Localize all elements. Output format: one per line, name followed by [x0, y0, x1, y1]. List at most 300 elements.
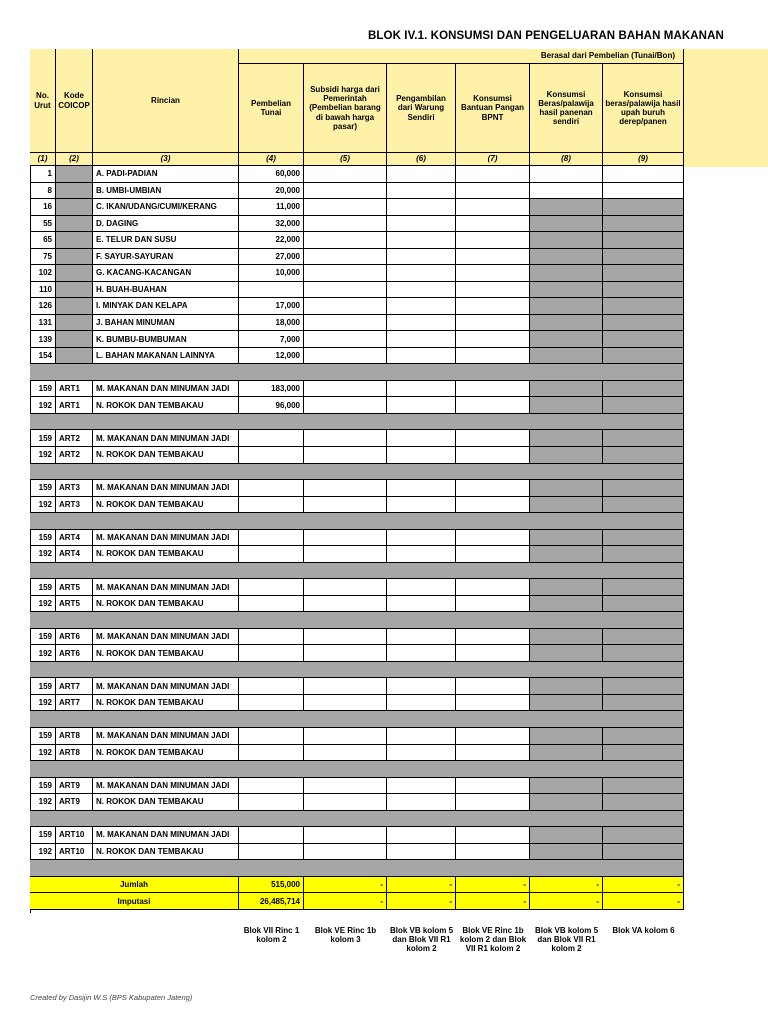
note-col-4: Blok VII Rinc 1 kolom 2 [243, 926, 300, 945]
cell-col-9 [603, 348, 684, 365]
cell-col-5 [304, 249, 387, 266]
header-num-6: (6) [387, 153, 456, 166]
cell-col-9 [603, 844, 684, 861]
cell-col-8 [530, 298, 603, 315]
cell-no-urut: 159 [30, 678, 56, 695]
cell-col-7 [456, 232, 530, 249]
cell-col-9 [603, 645, 684, 662]
cell-col-9 [603, 282, 684, 299]
cell-no-urut: 139 [30, 331, 56, 348]
cell-rincian: M. MAKANAN DAN MINUMAN JADI [93, 827, 239, 844]
total-col-6: - [387, 893, 456, 910]
cell-col-7 [456, 447, 530, 464]
cell-col-7 [456, 497, 530, 514]
cell-col-7 [456, 348, 530, 365]
cell-pembelian-tunai: 18,000 [239, 315, 304, 332]
cell-col-7 [456, 695, 530, 712]
cell-rincian: N. ROKOK DAN TEMBAKAU [93, 645, 239, 662]
header-num-5: (5) [304, 153, 387, 166]
cell-pembelian-tunai: 32,000 [239, 216, 304, 233]
header-col-8: Konsumsi Beras/palawija hasil panenan sendiri [530, 64, 603, 153]
cell-col-8 [530, 397, 603, 414]
cell-col-8 [530, 166, 603, 183]
cell-col-6 [387, 596, 456, 613]
cell-no-urut: 126 [30, 298, 56, 315]
cell-pembelian-tunai [239, 430, 304, 447]
cell-kode: ART4 [56, 530, 93, 547]
cell-col-5 [304, 183, 387, 200]
cell-rincian: G. KACANG-KACANGAN [93, 265, 239, 282]
cell-kode [56, 348, 93, 365]
cell-kode [56, 315, 93, 332]
page-title: BLOK IV.1. KONSUMSI DAN PENGELUARAN BAHAN MAKANAN [368, 30, 724, 42]
spacer-row [30, 860, 684, 877]
cell-no-urut: 159 [30, 778, 56, 795]
note-col-6: Blok VB kolom 5 dan Blok VII R1 kolom 2 [389, 926, 454, 954]
cell-kode [56, 298, 93, 315]
cell-col-6 [387, 579, 456, 596]
cell-no-urut: 192 [30, 745, 56, 762]
header-col-6: Pengambilan dari Warung Sendiri [387, 64, 456, 153]
cell-col-5 [304, 645, 387, 662]
cell-col-5 [304, 827, 387, 844]
cell-col-9 [603, 166, 684, 183]
cell-col-5 [304, 331, 387, 348]
total-col-8: - [530, 893, 603, 910]
cell-col-6 [387, 778, 456, 795]
cell-col-9 [603, 232, 684, 249]
cell-kode: ART1 [56, 381, 93, 398]
cell-col-8 [530, 315, 603, 332]
cell-col-8 [530, 579, 603, 596]
cell-no-urut: 192 [30, 645, 56, 662]
cell-no-urut: 159 [30, 530, 56, 547]
cell-col-7 [456, 794, 530, 811]
header-num-2: (2) [56, 153, 93, 166]
total-col-5: - [304, 893, 387, 910]
cell-kode: ART9 [56, 794, 93, 811]
cell-col-9 [603, 199, 684, 216]
cell-col-7 [456, 778, 530, 795]
cell-pembelian-tunai [239, 645, 304, 662]
cell-kode: ART5 [56, 596, 93, 613]
cell-kode: ART5 [56, 579, 93, 596]
spacer-row [30, 513, 684, 530]
cell-col-9 [603, 827, 684, 844]
cell-pembelian-tunai [239, 778, 304, 795]
cell-rincian: N. ROKOK DAN TEMBAKAU [93, 745, 239, 762]
cell-col-8 [530, 530, 603, 547]
cell-col-8 [530, 546, 603, 563]
total-col-6: - [387, 877, 456, 894]
cell-kode: ART10 [56, 844, 93, 861]
cell-rincian: N. ROKOK DAN TEMBAKAU [93, 447, 239, 464]
cell-col-9 [603, 480, 684, 497]
cell-col-8 [530, 794, 603, 811]
cell-col-5 [304, 497, 387, 514]
note-col-7: Blok VE Rinc 1b kolom 2 dan Blok VII R1 kolom 2 [459, 926, 527, 954]
cell-no-urut: 131 [30, 315, 56, 332]
cell-col-6 [387, 430, 456, 447]
cell-col-7 [456, 216, 530, 233]
cell-kode: ART7 [56, 678, 93, 695]
cell-col-6 [387, 844, 456, 861]
spacer-row [30, 563, 684, 580]
cell-col-6 [387, 497, 456, 514]
cell-kode: ART2 [56, 447, 93, 464]
cell-no-urut: 110 [30, 282, 56, 299]
cell-col-9 [603, 265, 684, 282]
cell-pembelian-tunai [239, 530, 304, 547]
cell-col-5 [304, 546, 387, 563]
cell-col-9 [603, 216, 684, 233]
cell-col-8 [530, 447, 603, 464]
cell-pembelian-tunai [239, 546, 304, 563]
cell-pembelian-tunai [239, 827, 304, 844]
header-col-9: Konsumsi beras/palawija hasil upah buruh derep/panen [603, 64, 684, 153]
cell-rincian: N. ROKOK DAN TEMBAKAU [93, 695, 239, 712]
cell-rincian: N. ROKOK DAN TEMBAKAU [93, 844, 239, 861]
total-col-9: - [603, 893, 684, 910]
cell-col-8 [530, 183, 603, 200]
spacer-row [30, 364, 684, 381]
cell-col-5 [304, 397, 387, 414]
cell-col-6 [387, 745, 456, 762]
header-col-4: Pembelian Tunai [239, 64, 304, 153]
cell-col-9 [603, 430, 684, 447]
cell-col-9 [603, 678, 684, 695]
cell-pembelian-tunai: 17,000 [239, 298, 304, 315]
cell-pembelian-tunai: 7,000 [239, 331, 304, 348]
cell-col-6 [387, 331, 456, 348]
spacer-row [30, 464, 684, 481]
cell-pembelian-tunai [239, 745, 304, 762]
header-col-5: Subsidi harga dari Pemerintah (Pembelian barang di bawah harga pasar) [304, 64, 387, 153]
cell-col-7 [456, 183, 530, 200]
spacer-row [30, 761, 684, 778]
cell-col-5 [304, 430, 387, 447]
note-col-5: Blok VE Rinc 1b kolom 3 [314, 926, 377, 945]
header-num-1: (1) [30, 153, 56, 166]
cell-rincian: I. MINYAK DAN KELAPA [93, 298, 239, 315]
cell-col-5 [304, 315, 387, 332]
cell-rincian: C. IKAN/UDANG/CUMI/KERANG [93, 199, 239, 216]
credit-line: Created by Dasijin W.S (BPS Kabupaten Jateng) [30, 993, 193, 1002]
cell-kode [56, 183, 93, 200]
cell-col-8 [530, 381, 603, 398]
cell-col-6 [387, 827, 456, 844]
cell-kode: ART1 [56, 397, 93, 414]
cell-rincian: M. MAKANAN DAN MINUMAN JADI [93, 530, 239, 547]
cell-col-7 [456, 844, 530, 861]
cell-pembelian-tunai [239, 579, 304, 596]
cell-col-9 [603, 331, 684, 348]
cell-rincian: M. MAKANAN DAN MINUMAN JADI [93, 480, 239, 497]
cell-rincian: A. PADI-PADIAN [93, 166, 239, 183]
cell-col-8 [530, 249, 603, 266]
cell-rincian: N. ROKOK DAN TEMBAKAU [93, 397, 239, 414]
cell-rincian: H. BUAH-BUAHAN [93, 282, 239, 299]
cell-col-8 [530, 232, 603, 249]
cell-rincian: J. BAHAN MINUMAN [93, 315, 239, 332]
cell-kode [56, 166, 93, 183]
cell-col-8 [530, 282, 603, 299]
cell-no-urut: 192 [30, 844, 56, 861]
cell-pembelian-tunai: 20,000 [239, 183, 304, 200]
cell-col-6 [387, 282, 456, 299]
cell-col-6 [387, 216, 456, 233]
cell-col-8 [530, 497, 603, 514]
cell-rincian: N. ROKOK DAN TEMBAKAU [93, 546, 239, 563]
cell-kode [56, 331, 93, 348]
header-num-7: (7) [456, 153, 530, 166]
cell-col-5 [304, 298, 387, 315]
total-label-imputasi: Imputasi [30, 893, 239, 910]
cell-no-urut: 159 [30, 480, 56, 497]
cell-col-7 [456, 645, 530, 662]
cell-col-9 [603, 183, 684, 200]
cell-col-8 [530, 844, 603, 861]
cell-col-8 [530, 348, 603, 365]
cell-col-6 [387, 183, 456, 200]
cell-col-9 [603, 249, 684, 266]
header-num-8: (8) [530, 153, 603, 166]
header-num-4: (4) [239, 153, 304, 166]
cell-col-8 [530, 778, 603, 795]
cell-col-8 [530, 265, 603, 282]
cell-rincian: M. MAKANAN DAN MINUMAN JADI [93, 728, 239, 745]
cell-col-6 [387, 678, 456, 695]
cell-col-5 [304, 629, 387, 646]
cell-kode [56, 282, 93, 299]
cell-col-7 [456, 745, 530, 762]
header-col-7: Konsumsi Bantuan Pangan BPNT [456, 64, 530, 153]
cell-pembelian-tunai: 11,000 [239, 199, 304, 216]
cell-pembelian-tunai [239, 678, 304, 695]
header-kode: Kode COICOP [56, 49, 93, 153]
cell-pembelian-tunai: 96,000 [239, 397, 304, 414]
cell-no-urut: 1 [30, 166, 56, 183]
cell-rincian: M. MAKANAN DAN MINUMAN JADI [93, 778, 239, 795]
cell-pembelian-tunai: 10,000 [239, 265, 304, 282]
cell-col-9 [603, 298, 684, 315]
total-tunai: 515,000 [239, 877, 304, 894]
cell-rincian: M. MAKANAN DAN MINUMAN JADI [93, 430, 239, 447]
cell-rincian: K. BUMBU-BUMBUMAN [93, 331, 239, 348]
cell-col-8 [530, 678, 603, 695]
cell-no-urut: 192 [30, 497, 56, 514]
cell-col-7 [456, 579, 530, 596]
cell-col-5 [304, 265, 387, 282]
cell-no-urut: 192 [30, 695, 56, 712]
cell-pembelian-tunai [239, 695, 304, 712]
cell-col-9 [603, 397, 684, 414]
cell-kode: ART3 [56, 497, 93, 514]
total-col-9: - [603, 877, 684, 894]
total-label-jumlah: Jumlah [30, 877, 239, 894]
cell-col-9 [603, 778, 684, 795]
cell-col-7 [456, 265, 530, 282]
cell-no-urut: 159 [30, 381, 56, 398]
cell-col-8 [530, 695, 603, 712]
cell-no-urut: 192 [30, 447, 56, 464]
cell-col-5 [304, 348, 387, 365]
cell-col-6 [387, 794, 456, 811]
cell-col-9 [603, 596, 684, 613]
cell-no-urut: 159 [30, 579, 56, 596]
cell-rincian: D. DAGING [93, 216, 239, 233]
total-col-5: - [304, 877, 387, 894]
cell-col-6 [387, 298, 456, 315]
total-tunai: 26,485,714 [239, 893, 304, 910]
cell-pembelian-tunai: 12,000 [239, 348, 304, 365]
cell-col-5 [304, 596, 387, 613]
cell-no-urut: 154 [30, 348, 56, 365]
cell-col-7 [456, 331, 530, 348]
cell-col-5 [304, 447, 387, 464]
cell-col-8 [530, 480, 603, 497]
cell-no-urut: 16 [30, 199, 56, 216]
cell-col-5 [304, 232, 387, 249]
cell-pembelian-tunai [239, 282, 304, 299]
cell-pembelian-tunai: 60,000 [239, 166, 304, 183]
total-col-7: - [456, 893, 530, 910]
cell-col-6 [387, 480, 456, 497]
cell-col-8 [530, 430, 603, 447]
cell-kode [56, 265, 93, 282]
cell-col-5 [304, 579, 387, 596]
cell-col-9 [603, 745, 684, 762]
cell-col-9 [603, 629, 684, 646]
cell-col-9 [603, 728, 684, 745]
spacer-row [30, 612, 684, 629]
cell-col-7 [456, 480, 530, 497]
cell-col-5 [304, 728, 387, 745]
cell-col-7 [456, 728, 530, 745]
cell-col-8 [530, 629, 603, 646]
cell-col-6 [387, 315, 456, 332]
cell-no-urut: 102 [30, 265, 56, 282]
cell-kode [56, 232, 93, 249]
cell-pembelian-tunai [239, 497, 304, 514]
cell-rincian: M. MAKANAN DAN MINUMAN JADI [93, 629, 239, 646]
cell-kode: ART8 [56, 728, 93, 745]
cell-kode [56, 249, 93, 266]
cell-kode: ART2 [56, 430, 93, 447]
cell-kode: ART6 [56, 629, 93, 646]
cell-col-8 [530, 216, 603, 233]
cell-pembelian-tunai [239, 794, 304, 811]
cell-col-9 [603, 315, 684, 332]
cell-rincian: N. ROKOK DAN TEMBAKAU [93, 497, 239, 514]
cell-col-5 [304, 794, 387, 811]
spacer-row [30, 662, 684, 679]
cell-col-9 [603, 579, 684, 596]
spacer-row [30, 811, 684, 828]
cell-col-8 [530, 827, 603, 844]
cell-kode [56, 199, 93, 216]
cell-col-7 [456, 249, 530, 266]
cell-no-urut: 159 [30, 827, 56, 844]
cell-col-5 [304, 480, 387, 497]
cell-col-8 [530, 199, 603, 216]
cell-pembelian-tunai [239, 844, 304, 861]
cell-rincian: N. ROKOK DAN TEMBAKAU [93, 794, 239, 811]
cell-no-urut: 65 [30, 232, 56, 249]
cell-col-6 [387, 265, 456, 282]
cell-pembelian-tunai: 183,000 [239, 381, 304, 398]
cell-col-9 [603, 381, 684, 398]
cell-col-7 [456, 546, 530, 563]
cell-kode: ART4 [56, 546, 93, 563]
cell-col-6 [387, 546, 456, 563]
cell-col-6 [387, 199, 456, 216]
cell-col-5 [304, 530, 387, 547]
cell-no-urut: 192 [30, 546, 56, 563]
cell-no-urut: 55 [30, 216, 56, 233]
cell-col-6 [387, 447, 456, 464]
cell-kode [56, 216, 93, 233]
cell-no-urut: 192 [30, 397, 56, 414]
cell-col-5 [304, 745, 387, 762]
header-rincian: Rincian [93, 49, 239, 153]
cell-col-5 [304, 166, 387, 183]
cell-rincian: N. ROKOK DAN TEMBAKAU [93, 596, 239, 613]
cell-pembelian-tunai [239, 447, 304, 464]
spacer-row [30, 711, 684, 728]
cell-col-9 [603, 695, 684, 712]
cell-col-5 [304, 216, 387, 233]
cell-no-urut: 8 [30, 183, 56, 200]
cell-col-5 [304, 381, 387, 398]
cell-no-urut: 159 [30, 629, 56, 646]
cell-col-6 [387, 232, 456, 249]
cell-pembelian-tunai [239, 596, 304, 613]
cell-no-urut: 159 [30, 728, 56, 745]
header-num-9: (9) [603, 153, 684, 166]
cell-col-6 [387, 728, 456, 745]
cell-col-8 [530, 645, 603, 662]
cell-col-7 [456, 298, 530, 315]
cell-rincian: M. MAKANAN DAN MINUMAN JADI [93, 381, 239, 398]
cell-pembelian-tunai [239, 728, 304, 745]
cell-col-6 [387, 166, 456, 183]
cell-col-7 [456, 282, 530, 299]
cell-col-6 [387, 530, 456, 547]
cell-col-7 [456, 397, 530, 414]
cell-rincian: E. TELUR DAN SUSU [93, 232, 239, 249]
note-col-9: Blok VA kolom 6 [612, 926, 675, 935]
cell-kode: ART9 [56, 778, 93, 795]
cell-pembelian-tunai [239, 480, 304, 497]
cell-col-9 [603, 794, 684, 811]
spacer-row [30, 414, 684, 431]
cell-col-5 [304, 282, 387, 299]
cell-col-6 [387, 348, 456, 365]
total-col-7: - [456, 877, 530, 894]
header-num-3: (3) [93, 153, 239, 166]
cell-no-urut: 192 [30, 794, 56, 811]
cell-col-5 [304, 199, 387, 216]
cell-col-7 [456, 629, 530, 646]
cell-rincian: B. UMBI-UMBIAN [93, 183, 239, 200]
cell-col-9 [603, 447, 684, 464]
cell-col-7 [456, 596, 530, 613]
cell-pembelian-tunai: 22,000 [239, 232, 304, 249]
cell-col-7 [456, 199, 530, 216]
cell-col-7 [456, 430, 530, 447]
cell-col-5 [304, 778, 387, 795]
